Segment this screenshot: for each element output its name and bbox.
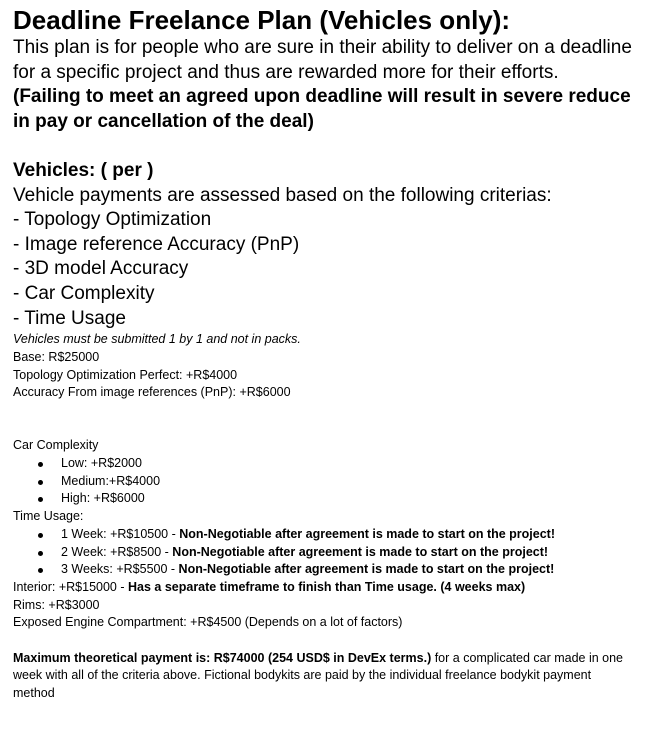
bullet-icon xyxy=(38,480,43,485)
blank-line xyxy=(13,420,635,438)
bullet-icon xyxy=(38,462,43,467)
topology-price: Topology Optimization Perfect: +R$4000 xyxy=(13,367,238,382)
max-payment-details: for a complicated car made in one week with all of the criteria above. Fictional bodykits are paid by the individual freelance bodykit payment method xyxy=(13,650,624,701)
rims-price: Rims: +R$3000 xyxy=(13,597,100,612)
criteria-item-car-complexity: - Car Complexity xyxy=(13,282,155,304)
complexity-medium: Medium:+R$4000 xyxy=(61,473,161,488)
complexity-heading: Car Complexity xyxy=(13,438,99,453)
complexity-high: High: +R$6000 xyxy=(61,491,145,506)
list-item xyxy=(13,544,635,562)
complexity-list xyxy=(13,455,635,508)
bullet-icon xyxy=(38,533,43,538)
list-item xyxy=(13,490,635,508)
time-3-weeks: 3 Weeks: +R$5500 - xyxy=(61,562,179,577)
submission-note: Vehicles must be submitted 1 by 1 and not in packs. xyxy=(13,332,301,347)
time-2-week: 2 Week: +R$8500 - xyxy=(61,544,173,559)
bullet-icon xyxy=(38,497,43,502)
engine-price: Exposed Engine Compartment: +R$4500 (Depends on a lot of factors) xyxy=(13,615,403,630)
complexity-low: Low: +R$2000 xyxy=(61,456,142,471)
list-item xyxy=(13,455,635,473)
time-usage-list xyxy=(13,526,635,579)
deadline-warning: (Failing to meet an agreed upon deadline will result in severe reduce in pay or cancellation of the deal) xyxy=(13,86,631,132)
criteria-item-image-accuracy: - Image reference Accuracy (PnP) xyxy=(13,233,300,255)
list-item xyxy=(13,561,635,579)
base-price: Base: R$25000 xyxy=(13,349,100,364)
interior-price-line xyxy=(13,579,635,597)
list-item xyxy=(13,473,635,491)
time-1-week: 1 Week: +R$10500 - xyxy=(61,526,180,541)
criteria-intro: Vehicle payments are assessed based on the following criterias: xyxy=(13,184,552,206)
criteria-item-topology: - Topology Optimization xyxy=(13,209,212,231)
max-payment-amount: Maximum theoretical payment is: R$74000 (254 USD$ in DevEx terms.) xyxy=(13,650,432,665)
time-1-week-condition: Non-Negotiable after agreement is made to start on the project! xyxy=(179,526,556,541)
criteria-item-3d-accuracy: - 3D model Accuracy xyxy=(13,258,189,280)
vehicles-heading: Vehicles: ( per ) xyxy=(13,159,154,181)
blank-line xyxy=(13,134,635,159)
interior-condition: Has a separate timeframe to finish than Time usage. (4 weeks max) xyxy=(128,579,526,594)
criteria-item-time-usage: - Time Usage xyxy=(13,307,126,329)
time-usage-heading: Time Usage: xyxy=(13,509,84,524)
interior-price: Interior: +R$15000 - xyxy=(13,579,128,594)
time-2-week-condition: Non-Negotiable after agreement is made to start on the project! xyxy=(172,544,549,559)
time-3-weeks-condition: Non-Negotiable after agreement is made to start on the project! xyxy=(178,562,555,577)
list-item xyxy=(13,526,635,544)
bullet-icon xyxy=(38,568,43,573)
intro-paragraph: This plan is for people who are sure in their ability to deliver on a deadline for a specific project and thus are rewarded more for their efforts. xyxy=(13,37,632,83)
blank-line xyxy=(13,632,635,650)
bullet-icon xyxy=(38,551,43,556)
page-title: Deadline Freelance Plan (Vehicles only): xyxy=(13,5,511,35)
max-payment-paragraph xyxy=(13,650,635,703)
accuracy-price: Accuracy From image references (PnP): +R$6000 xyxy=(13,385,291,400)
blank-line xyxy=(13,402,635,420)
